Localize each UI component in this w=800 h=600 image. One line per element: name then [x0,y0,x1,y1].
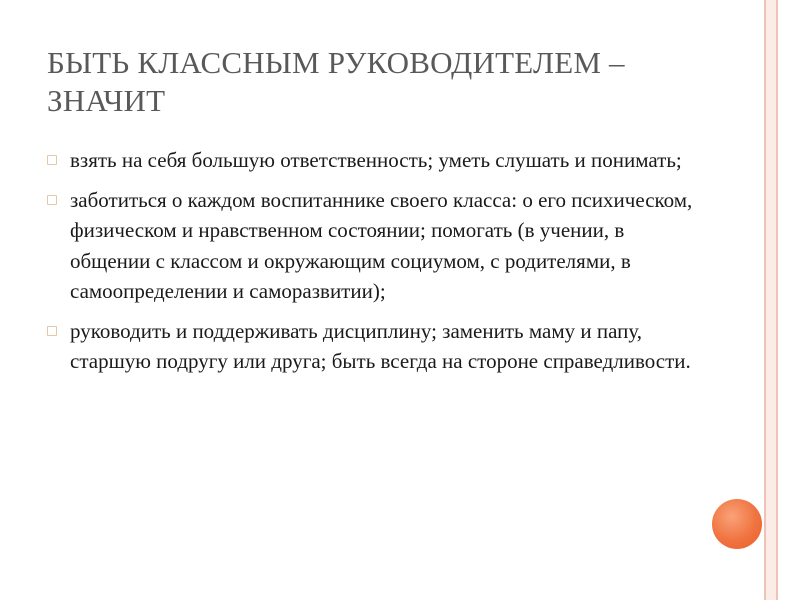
square-bullet-icon [47,195,57,205]
bullet-text: заботиться о каждом воспитаннике своего класса: о его психическом, физическом и нравственном состоянии; помогать (в учении, в общении с классом и окружающим социумом, с родителями, в самоопределении и саморазвитии); [70,187,693,303]
bullet-item [47,145,707,176]
square-bullet-icon [47,155,57,165]
bullet-item [47,185,707,307]
decorative-border-fill [766,0,776,600]
decorative-border-line-left [764,0,766,600]
orange-circle-decoration [712,499,762,549]
square-bullet-icon [47,326,57,336]
bullet-list [47,145,707,386]
bullet-item [47,316,707,377]
bullet-text: руководить и поддерживать дисциплину; заменить маму и папу, старшую подругу или друга; быть всегда на стороне справедливости. [70,318,691,373]
decorative-border-line-right [776,0,778,600]
bullet-text: взять на себя большую ответственность; уметь слушать и понимать; [70,148,682,172]
slide-title: БЫТЬ КЛАССНЫМ РУКОВОДИТЕЛЕМ – ЗНАЧИТ [47,45,625,118]
